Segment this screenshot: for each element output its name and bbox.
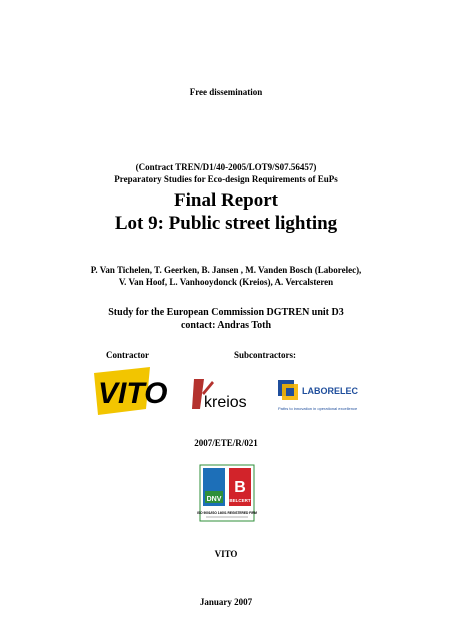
kreios-logo [190, 377, 252, 411]
laborelec-logo [276, 378, 358, 414]
iso-registered-text: ISO 9001/ISO 14001 REGISTERED FIRM [197, 511, 257, 515]
laborelec-logo-text: LABORELEC [302, 386, 358, 396]
contract-reference: (Contract TREN/D1/40-2005/LOT9/S07.56457) [135, 162, 317, 172]
report-number: 2007/ETE/R/021 [194, 438, 258, 448]
commission-line-2: contact: Andras Toth [180, 320, 271, 331]
belcert-logo-text: BELCERT [229, 498, 251, 503]
publication-date: January 2007 [199, 597, 253, 607]
dnv-logo-text: DNV [206, 496, 222, 503]
authors-line-1: P. Van Tichelen, T. Geerken, B. Jansen , M. Vanden Bosch (Laborelec), [90, 265, 362, 275]
contractor-label: Contractor [106, 350, 149, 360]
subcontractors-label: Subcontractors: [234, 350, 296, 360]
certification-logos [197, 465, 257, 521]
report-title: Final Report [174, 190, 278, 211]
svg-text:B: B [234, 479, 246, 496]
publisher: VITO [214, 549, 238, 559]
report-subtitle: Lot 9: Public street lighting [114, 213, 338, 234]
commission-line-1: Study for the European Commission DGTREN unit D3 [108, 307, 344, 318]
vito-logo-text: VITO [98, 377, 168, 410]
vito-logo [94, 367, 168, 415]
authors-line-2: V. Van Hoof, L. Vanhooydonck (Kreios), A. Vercalsteren [118, 277, 334, 287]
study-name: Preparatory Studies for Eco-design Requirements of EuPs [114, 174, 338, 184]
laborelec-tagline: Paths to innovation in operational excellence [278, 406, 358, 411]
dissemination-note: Free dissemination [189, 87, 263, 97]
kreios-logo-text: kreios [204, 394, 247, 411]
